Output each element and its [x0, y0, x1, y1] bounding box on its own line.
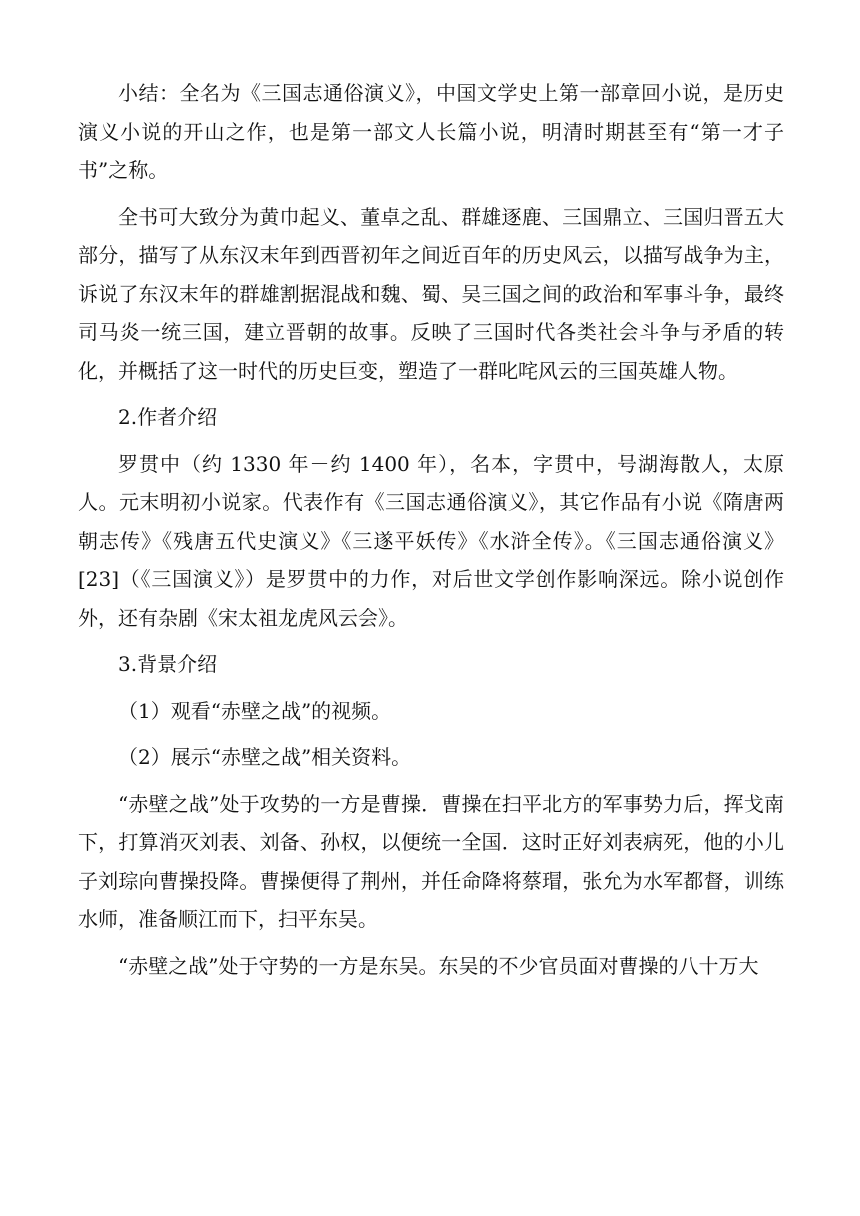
background-item-materials: （2）展示“赤壁之战”相关资料。: [118, 745, 412, 769]
document-page: [78, 74, 784, 993]
structure-paragraph: 全书可大致分为黄巾起义、董卓之乱、群雄逐鹿、三国鼎立、三国归晋五大部分，描写了从东汉末年到西晋初年之间近百年的历史风云，以描写战争为主，诉说了东汉末年的群雄割据混战和魏、蜀、吴三国之间的政治和军事斗争，最终司马炎一统三国，建立晋朝的故事。反映了三国时代各类社会斗争与矛盾的转化，并概括了这一时代的历史巨变，塑造了一群叱咤风云的三国英雄人物。: [78, 204, 784, 383]
author-heading: 2.作者介绍: [118, 405, 218, 429]
author-paragraph: 罗贯中（约 1330 年－约 1400 年），名本，字贯中，号湖海散人，太原人。元末明初小说家。代表作有《三国志通俗演义》，其它作品有小说《隋唐两朝志传》《残唐五代史演义》《三遂平妖传》《水浒全传》。《三国志通俗演义》 [23]（《三国演义》）是罗贯中的力作，对后世文学创作影响深远。除小说创作外，还有杂剧《宋太祖龙虎风云会》。: [78, 451, 784, 630]
offense-paragraph: “赤壁之战”处于攻势的一方是曹操．曹操在扫平北方的军事势力后，挥戈南下，打算消灭刘表、刘备、孙权，以便统一全国．这时正好刘表病死，他的小儿子刘琮向曹操投降。曹操便得了荆州，并任命降将蔡瑁，张允为水军都督，训练水师，准备顺江而下，扫平东吴。: [78, 791, 784, 931]
defense-paragraph: “赤壁之战”处于守势的一方是东吴。东吴的不少官员面对曹操的八十万大: [118, 953, 759, 978]
background-heading: 3.背景介绍: [118, 652, 218, 676]
summary-paragraph: 小结：全名为《三国志通俗演义》，中国文学史上第一部章回小说，是历史演义小说的开山之作，也是第一部文人长篇小说，明清时期甚至有“第一才子书”之称。: [78, 81, 784, 182]
background-item-video: （1）观看“赤壁之战”的视频。: [118, 698, 392, 723]
